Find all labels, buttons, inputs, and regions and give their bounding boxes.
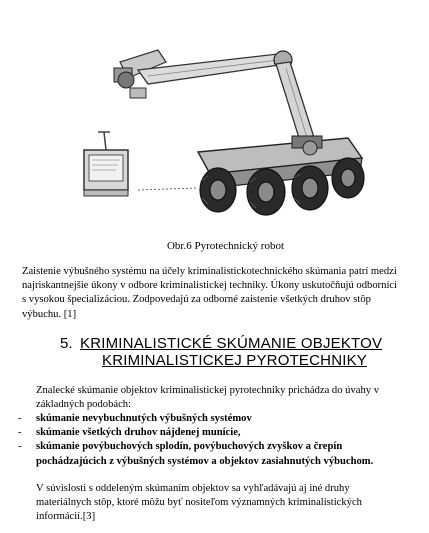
list-item-text: skúmanie všetkých druhov nájdenej munície,	[36, 427, 241, 439]
section-number: 5.	[60, 335, 73, 352]
intro-paragraph	[22, 265, 397, 322]
pyrotechnic-robot-image	[78, 40, 370, 232]
list-item	[0, 440, 429, 468]
bullet-list	[0, 412, 429, 469]
list-item	[0, 426, 429, 440]
text-line: výbuchu. [1]	[22, 308, 77, 320]
figure-caption: Obr.6 Pyrotechnický robot	[166, 240, 284, 252]
list-item-text: skúmanie nevybuchnutých výbušných systémov	[36, 413, 252, 424]
text-line: Znalecké skúmanie objektov kriminalistickej pyrotechniky prichádza do úvahy v	[36, 385, 380, 396]
text-line: Zaistenie výbušného systému na účely kriminalistickotechnického skúmania patrí medzi	[22, 266, 397, 277]
list-item	[0, 412, 429, 426]
text-line: V súvislosti s oddeleným skúmaním objektov sa vyhľadávajú aj iné druhy	[36, 483, 350, 494]
text-line: najriskantnejšie úkony v odbore kriminalistickej techniky. Úkony uskutočňujú odborníci	[22, 280, 398, 292]
text-line: materiálnych stôp, ktoré môžu byť nositeľom významných kriminalistických	[36, 497, 362, 509]
section-title-line-2: KRIMINALISTICKEJ PYROTECHNIKY	[102, 352, 368, 369]
list-item-text: skúmanie povýbuchových splodín, povýbuchových zvyškov a črepín	[36, 441, 343, 453]
bullet-marker: -	[18, 427, 22, 439]
section-title-line-1: KRIMINALISTICKÉ SKÚMANIE OBJEKTOV	[80, 335, 383, 352]
text-line: s vysokou špecializáciou. Zodpovedajú za odborné zaistenie všetkých druhov stôp	[22, 294, 371, 306]
text-line: základných podobách:	[36, 399, 132, 411]
closing-paragraph	[36, 482, 362, 525]
text-line: informácií.[3]	[36, 511, 96, 523]
bullet-marker: -	[18, 441, 22, 453]
section-intro-paragraph	[36, 384, 379, 412]
bullet-marker: -	[18, 413, 22, 424]
robot-figure	[78, 40, 370, 232]
list-item-text: pochádzajúcich z výbušných systémov a objektov zasiahnutých výbuchom.	[36, 455, 374, 467]
